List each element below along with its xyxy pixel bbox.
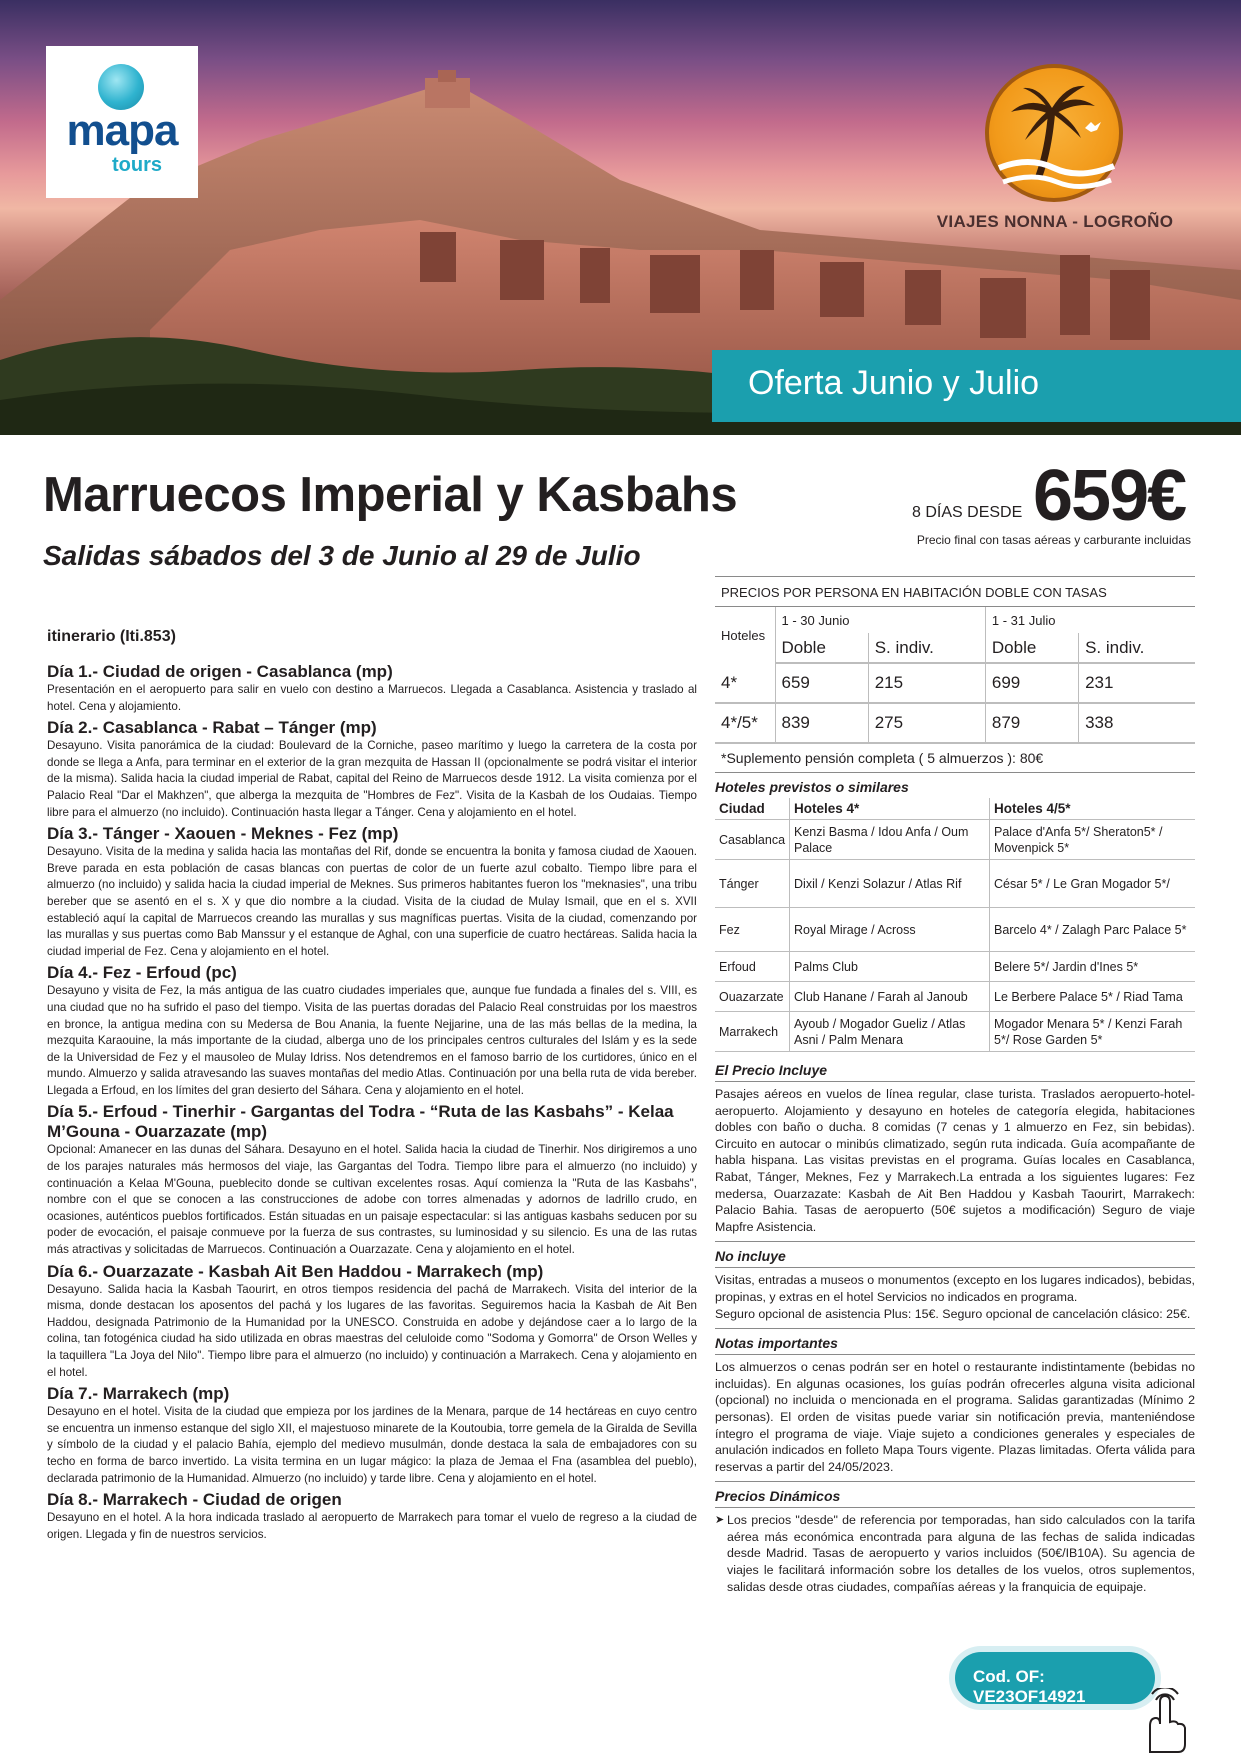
offer-code-label: Cod. OF: VE23OF14921 <box>973 1667 1086 1706</box>
logo-ball-icon <box>98 64 144 110</box>
hotel-city: Fez <box>715 908 790 952</box>
day-title: Día 7.- Marrakech (mp) <box>47 1384 230 1404</box>
itinerary-label: itinerario (Iti.853) <box>47 628 176 645</box>
hotels-title: Hoteles previstos o similares <box>715 779 909 795</box>
price-cell: 839 <box>775 703 868 743</box>
day-title: Día 8.- Marrakech - Ciudad de origen <box>47 1490 342 1510</box>
dynamic-text: Los precios "desde" de referencia por temporadas, han sido calculados con la tarifa aérea más económica encontrada para alguna de las fechas de salida indicadas desde Madrid. Tasas de aeropuerto y varios incluidos (50€/IB10A). Su agencia de viajes le facilitará información sobre los detalles de los vuelos, otros suplementos, salidas desde otras ciudades, compañías aéreas y la franquicia de equipaje. <box>727 1513 1195 1594</box>
price-cell: 338 <box>1079 703 1195 743</box>
notes-text: Los almuerzos o cenas podrán ser en hotel o restaurante indistintamente (bebidas no incluidas). En algunas ocasiones, los guías podrán ofrecerles alguna visita adicional (opcional) no incluida o mencionada en el programa. Salidas garantizadas (Mínimo 2 personas). El orden de visitas puede variar sin notificación previa, manteniéndose íntegro el programa de viaje. Viaje sujeto a condiciones generales y especiales de anulación indicados en folleto Mapa Tours vigente. Plazas limitadas. Oferta válida para reservas a partir del 24/05/2023. <box>715 1360 1195 1474</box>
day-title: Día 4.- Fez - Erfoud (pc) <box>47 963 237 983</box>
hotels-table <box>715 798 1195 1052</box>
palm-tree-emblem-icon <box>985 64 1123 202</box>
dynamic-bullet <box>715 1512 1195 1595</box>
hotels-label: Hoteles <box>721 627 766 643</box>
dynamic-title: Precios Dinámicos <box>715 1488 841 1505</box>
hotel-45: Mogador Menara 5* / Kenzi Farah 5*/ Rose Garden 5* <box>990 1012 1195 1052</box>
day-title: Día 2.- Casablanca - Rabat – Tánger (mp) <box>47 718 377 738</box>
day-title: Día 5.- Erfoud - Tinerhir - Gargantas del Todra - “Ruta de las Kasbahs” - Kelaa M’Gouna - Ouarzazate (mp) <box>47 1102 674 1142</box>
hotel-45: Barcelo 4* / Zalagh Parc Palace 5* <box>990 908 1195 952</box>
price-row-category: 4* <box>715 663 775 703</box>
excludes-insurance-text: Seguro opcional de asistencia Plus: 15€. Seguro opcional de cancelación clásico: 25€. <box>715 1306 1191 1321</box>
price-table <box>715 607 1195 744</box>
page-title: Marruecos Imperial y Kasbahs <box>43 468 738 522</box>
period-june: 1 - 30 Junio <box>775 607 985 633</box>
day-text: Opcional: Amanecer en las dunas del Sáhara. Desayuno en el hotel. Salida hacia la ciudad de Tinerhir. Nos dirigiremos a uno de los parajes naturales más hermosos del viaje, las Gargantas del Todra. Tiempo libre para el almuerzo (no incluido) y continuación a Kelaa M'Gouna, pueblecito donde se cultivan excelentes rosas. Aquí comienza la "Ruta de las Kasbahs", nombre con el que se conocen a las construcciones de adobe con torres almenadas y adornos de ladrillo crudo, en ocasiones, auténticos pueblos fortificados. Están situadas en un paisaje espectacular: si las antiguas kasbahs seducen por su poder de evocación, el paisaje conmueve por la fuerza de sus contrastes, su luminosidad y su silencio. Es una de las rutas más atractivas y solicitadas de Marruecos. Continuación a Ouarzazate. Cena y alojamiento en el hotel. <box>47 1143 697 1257</box>
price-cell: 215 <box>868 663 985 703</box>
price-cell: 659 <box>775 663 868 703</box>
hotel-4: Dixil / Kenzi Solazur / Atlas Rif <box>790 860 990 908</box>
notes-title: Notas importantes <box>715 1335 838 1352</box>
price-note: Precio final con tasas aéreas y carburante incluidas <box>916 533 1191 547</box>
period-july: 1 - 31 Julio <box>985 607 1195 633</box>
day-title: Día 3.- Tánger - Xaouen - Meknes - Fez (mp) <box>47 824 399 844</box>
col-doble: Doble <box>775 633 868 663</box>
col-sindiv: S. indiv. <box>1079 633 1195 663</box>
itinerary-section <box>47 628 697 1546</box>
logo-brand-sub: tours <box>112 154 162 176</box>
page-subtitle: Salidas sábados del 3 de Junio al 29 de Julio <box>43 540 641 571</box>
hotel-4: Ayoub / Mogador Gueliz / Atlas Asni / Palm Menara <box>790 1012 990 1052</box>
logo-brand: mapa <box>66 106 178 155</box>
day-text: Desayuno en el hotel. Visita de la ciudad que empieza por los jardines de la Menara, parque de 14 hectáreas en cuyo centro se encuentra un inmenso estanque del siglo XII, el majestuoso minarete de la Koutoubia, torre gemela de la Giralda de Sevilla y símbolo de la ciudad y el palacio Bahía, ejemplo del medievo musulmán, donde destaca la sala de embajadores con su techo en forma de barco invertido. La visita termina en un lugar mágico: la plaza de Jemaa el Fna (asamblea del pueblo), declarada patrimonio de la Humanidad. Almuerzo (no incluido) y tarde libre. Cena y alojamiento en el hotel. <box>47 1405 697 1485</box>
day-text: Desayuno y visita de Fez, la más antigua de las cuatro ciudades imperiales que, aunque fue fundada a finales del s. VIII, es una ciudad que no ha sufrido el paso del tiempo. Visita de las puertas doradas del Palacio Real construidas por los maestros en bronce, la antigua medina con su Medersa de Bou Anania, la fuente Nejjarine, una de las más bellas de la medina, la mezquita Karaouine, la más importante de la ciudad, alberga uno de los principales centros culturales del Islám y es la sede de la Universidad de Fez y el mausoleo de Mulay Idriss. Nos detendremos en el famoso barrio de los curtidores, único en el mundo. Almuerzo y salida atravesando las suaves montañas del medio Atlas. Continuación por una bella ruta de vida bereber. Llegada a Erfoud, en los límites del gran desierto del Sáhara. Cena y alojamiento en el hotel. <box>47 984 697 1097</box>
price-table-header: PRECIOS POR PERSONA EN HABITACIÓN DOBLE CON TASAS <box>721 585 1107 600</box>
includes-text: Pasajes aéreos en vuelos de línea regular, clase turista. Traslados aeropuerto-hotel-aeropuerto. Alojamiento y desayuno en hoteles de categoría elegida, habitaciones dobles con baño o ducha. 8 comidas (7 cenas y 1 almuerzo en Fez, sin bebidas). Circuito en autocar o minibús climatizado, según ruta indicada. Guía acompañante de habla hispana. Las visitas previstas en el programa. Guías locales en Casablanca, Rabat, Tánger, Meknes, Fez y Marrakech.La entrada a los siguientes lugares: Fez medersa, Ouarzazate: Kasbah de Ait Ben Haddou y Kasbah Taourirt, Marrakech: Palacio Bahia. Tasas de aeropuerto (50€ sujetos a modificación) Seguro de viaje Mapfre Asistencia. <box>715 1087 1195 1234</box>
hotels-col-city: Ciudad <box>715 798 790 820</box>
hotels-col-45: Hoteles 4/5* <box>990 798 1195 820</box>
hotel-city: Marrakech <box>715 1012 790 1052</box>
day-text: Presentación en el aeropuerto para salir en vuelo con destino a Marruecos. Llegada a Casablanca. Asistencia y traslado al hotel. Cena y alojamiento. <box>47 683 697 713</box>
price-row-category: 4*/5* <box>715 703 775 743</box>
offer-code-button[interactable] <box>955 1652 1155 1704</box>
includes-title: El Precio Incluye <box>715 1062 828 1078</box>
agency-name: VIAJES NONNA - LOGROÑO <box>936 212 1174 231</box>
excludes-title: No incluye <box>715 1248 786 1265</box>
hotel-city: Erfoud <box>715 952 790 982</box>
mapa-tours-logo <box>46 46 198 198</box>
hotel-city: Tánger <box>715 860 790 908</box>
days-from-label: 8 DÍAS DESDE <box>912 504 1023 521</box>
price-cell: 231 <box>1079 663 1195 703</box>
hotels-col-4: Hoteles 4* <box>790 798 990 820</box>
hotel-city: Ouazarzate <box>715 982 790 1012</box>
supplement-note: *Suplemento pensión completa ( 5 almuerzos ): 80€ <box>721 750 1044 766</box>
hotel-4: Club Hanane / Farah al Janoub <box>790 982 990 1012</box>
hotel-4: Kenzi Basma / Idou Anfa / Oum Palace <box>790 820 990 860</box>
pointing-hand-icon <box>1130 1688 1190 1754</box>
offer-banner <box>712 350 1241 422</box>
day-text: Desayuno. Visita de la medina y salida hacia las montañas del Rif, donde se encuentra la bonita y famosa ciudad de Xaouen. Breve parada en esta población de casas blancas con puertas de color de un fuerte azul cobalto. Tiempo libre para el almuerzo (no incluido) y salida hacia la ciudad imperial de Meknes. Sus primeros habitantes fueron los "meknasies", una tribu bereber que se asentó en el s. X y que dio nombre a la ciudad. Visita de la ciudad de Mulay Ismail, que en el s. XVII estableció aquí la capital de Marruecos creando las murallas y sus magníficas puertas. Visita de la ciudad, comenzando por las murallas y sus puertas como Bab Manssur y el estanque de Aghal, con una superficie de cuatro hectáreas. Salida hacia la ciudad imperial de Fez. Cena y alojamiento en el hotel. <box>47 845 697 958</box>
hotel-4: Royal Mirage / Across <box>790 908 990 952</box>
price-cell: 275 <box>868 703 985 743</box>
hotel-45: Le Berbere Palace 5* / Riad Tama <box>990 982 1195 1012</box>
col-doble: Doble <box>985 633 1078 663</box>
info-column <box>715 576 1195 1595</box>
excludes-text: Visitas, entradas a museos o monumentos (excepto en los lugares indicados), bebidas, propinas, y extras en el hotel Servicios no indicados en programa. <box>715 1273 1195 1304</box>
hotel-45: Palace d'Anfa 5*/ Sheraton5* / Movenpick 5* <box>990 820 1195 860</box>
offer-banner-label: Oferta Junio y Julio <box>748 364 1040 402</box>
arrow-bullet-icon: ➤ <box>715 1514 725 1527</box>
price-cell: 879 <box>985 703 1078 743</box>
day-title: Día 6.- Ouarzazate - Kasbah Ait Ben Haddou - Marrakech (mp) <box>47 1261 544 1281</box>
hero-banner <box>0 0 1241 435</box>
day-text: Desayuno. Visita panorámica de la ciudad: Boulevard de la Corniche, paseo marítimo y luego la carretera de la costa por donde se llega a Anfa, para terminar en el exterior de la gran mezquita de Hassan II (opcionalmente se podrá visitar el interior de la misma). Salida hacia la ciudad imperial de Rabat, capital del Reino de Marruecos desde 1912. La visita comienza por el Palacio Real "Dar el Makhzen", que alberga la mezquita de "Hombres de Fez". Visita de la Kasbah de los Oudaias. Tiempo libre para el almuerzo (no incluido). Continuación hasta llegar a Tánger. Cena y alojamiento en el hotel. <box>47 739 697 819</box>
day-title: Día 1.- Ciudad de origen - Casablanca (mp) <box>47 662 393 681</box>
hotel-45: César 5* / Le Gran Mogador 5*/ <box>990 860 1195 908</box>
hotel-45: Belere 5*/ Jardin d'Ines 5* <box>990 952 1195 982</box>
price-cell: 699 <box>985 663 1078 703</box>
price-amount: 659€ <box>1033 456 1186 536</box>
hotel-city: Casablanca <box>715 820 790 860</box>
col-sindiv: S. indiv. <box>868 633 985 663</box>
hotel-4: Palms Club <box>790 952 990 982</box>
day-text: Desayuno en el hotel. A la hora indicada traslado al aeropuerto de Marrakech para tomar el vuelo de regreso a la ciudad de origen. Llegada y fin de nuestros servicios. <box>47 1511 697 1541</box>
day-text: Desayuno. Salida hacia la Kasbah Taourirt, en otros tiempos residencia del pachá de Marrakech. Visita del interior de la misma, donde destacan los aposentos del pachá y los lugares de las favoritas. Seguiremos hacia la Kasbah de Ait Ben Haddou, designada Patrimonio de la Humanidad por la UNESCO. Construida en adobe y dejándose caer a lo largo de la colina, tan fotogénica ciudad ha sido utilizada en obras maestras del celuloide como "Sodoma y Gomorra" de Orson Welles y la taquillera "La Joya del Nilo". Tiempo libre para el almuerzo (no incluido) y continuación a Marrakech. Cena y alojamiento en el hotel. <box>47 1282 697 1379</box>
